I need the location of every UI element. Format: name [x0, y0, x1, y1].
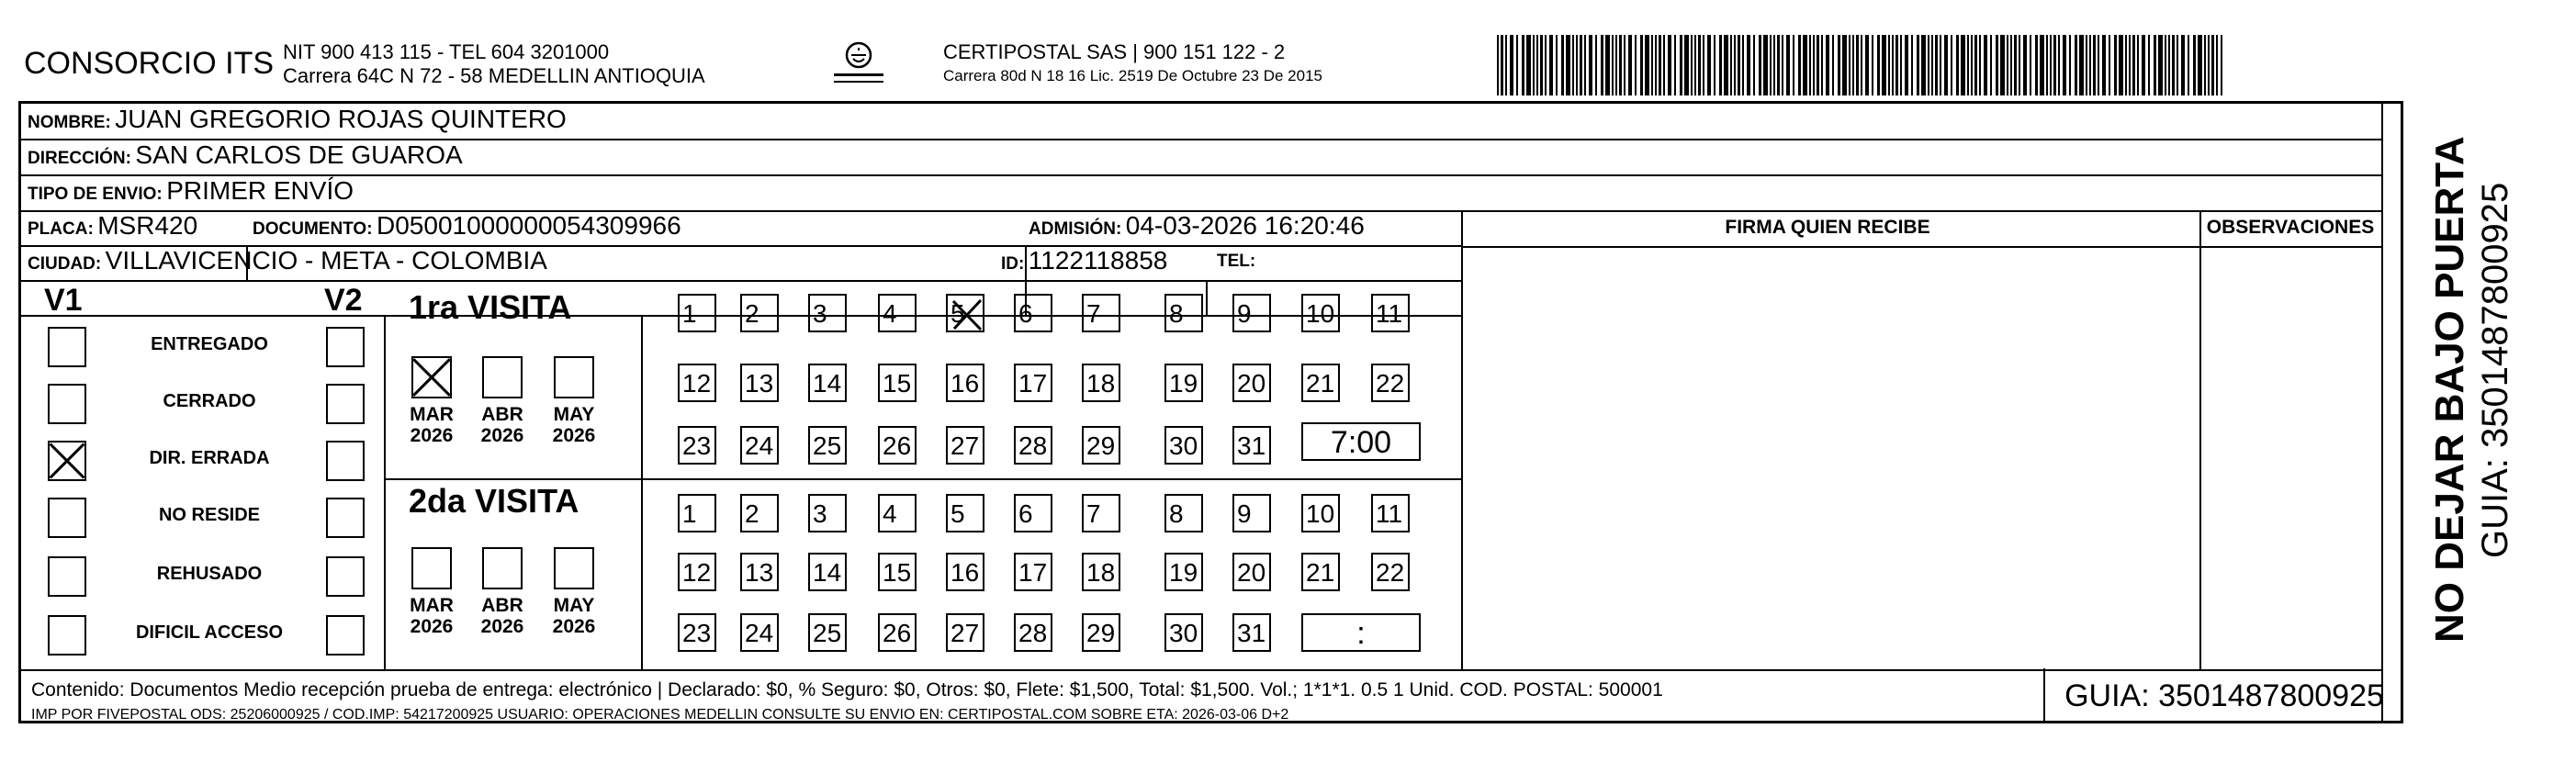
- v1-checkbox[interactable]: [48, 615, 86, 656]
- day-checkbox[interactable]: 3: [808, 494, 847, 532]
- nit-line: NIT 900 413 115 - TEL 604 3201000: [283, 40, 610, 63]
- month-label: ABR 2026: [480, 595, 524, 637]
- day-checkbox[interactable]: 8: [1164, 494, 1203, 532]
- day-checkbox[interactable]: 31: [1232, 613, 1271, 652]
- delivery-form: [18, 101, 2403, 723]
- documento-row: [253, 211, 681, 241]
- certipostal-line2: Carrera 80d N 18 16 Lic. 2519 De Octubre 23 De 2015: [943, 67, 1322, 84]
- v2-checkbox[interactable]: [326, 327, 365, 367]
- day-checkbox[interactable]: 3: [808, 294, 847, 332]
- day-checkbox[interactable]: 23: [678, 613, 716, 652]
- day-checkbox[interactable]: 2: [740, 494, 779, 532]
- v2-header: V2: [324, 283, 363, 318]
- nombre-value: JUAN GREGORIO ROJAS QUINTERO: [115, 105, 567, 133]
- day-checkbox[interactable]: 8: [1164, 294, 1203, 332]
- day-checkbox[interactable]: 15: [878, 553, 917, 591]
- day-checkbox[interactable]: 15: [878, 364, 917, 402]
- month-label: MAY 2026: [552, 595, 596, 637]
- status-label: DIR. ERRADA: [149, 448, 270, 468]
- day-checkbox[interactable]: 9: [1232, 294, 1271, 332]
- placa-value: MSR420: [97, 211, 198, 240]
- day-checkbox[interactable]: 2: [740, 294, 779, 332]
- day-checkbox[interactable]: 30: [1164, 426, 1203, 465]
- day-checkbox[interactable]: 19: [1164, 364, 1203, 402]
- month-label: MAR 2026: [410, 595, 454, 637]
- month-checkbox[interactable]: [554, 356, 594, 398]
- status-label: NO RESIDE: [158, 505, 261, 525]
- nombre-label: NOMBRE:: [28, 113, 111, 132]
- certipostal-info: [943, 40, 1322, 88]
- visit1-title: 1ra VISITA: [409, 288, 572, 326]
- status-label: DIFICIL ACCESO: [135, 622, 283, 643]
- v2-checkbox[interactable]: [326, 441, 365, 481]
- day-checkbox[interactable]: 24: [740, 426, 779, 465]
- day-checkbox[interactable]: 21: [1301, 553, 1340, 591]
- day-checkbox[interactable]: 9: [1232, 494, 1271, 532]
- footer-guia: GUIA: 3501487800925: [2043, 668, 2403, 723]
- day-checkbox[interactable]: 14: [808, 364, 847, 402]
- day-checkbox[interactable]: 20: [1232, 364, 1271, 402]
- visit2-time[interactable]: :: [1301, 613, 1421, 652]
- footer-print-info: IMP POR FIVEPOSTAL ODS: 25206000925 / COD.IMP: 54217200925 USUARIO: OPERACIONES MEDELLIN CONSULTE SU ENVIO EN: CERTIPOSTAL.COM SOBRE ETA: 2026-03-06 D+2: [31, 707, 1289, 723]
- day-checkbox[interactable]: 19: [1164, 553, 1203, 591]
- day-checkbox[interactable]: 17: [1014, 553, 1052, 591]
- footer-content: Contenido: Documentos Medio recepción prueba de entrega: electrónico | Declarado: $0, % Seguro: $0, Otros: $0, Flete: $1,500, Total: $1,500. Vol.; 1*1*1. 0.5 1 Unid. COD. POSTAL: 500001: [31, 679, 1663, 700]
- day-checkbox[interactable]: 13: [740, 364, 779, 402]
- direccion-label: DIRECCIÓN:: [28, 149, 131, 168]
- day-checkbox[interactable]: 1: [678, 494, 716, 532]
- day-checkbox[interactable]: 5: [946, 494, 984, 532]
- day-checkbox[interactable]: 26: [878, 613, 917, 652]
- day-checkbox[interactable]: 16: [946, 553, 984, 591]
- v2-checkbox[interactable]: [326, 556, 365, 597]
- id-value: 1122118858: [1028, 246, 1168, 275]
- day-checkbox[interactable]: 18: [1082, 553, 1120, 591]
- tel-row: [1217, 252, 1255, 272]
- side-warning: NO DEJAR BAJO PUERTA: [2427, 136, 2472, 643]
- day-checkbox[interactable]: 29: [1082, 613, 1120, 652]
- nombre-row: [28, 105, 567, 134]
- day-checkbox[interactable]: 7: [1082, 294, 1120, 332]
- admision-row: [1029, 211, 1365, 241]
- id-label: ID:: [1001, 254, 1025, 274]
- ciudad-label: CIUDAD:: [28, 254, 102, 274]
- company-info: [283, 40, 705, 88]
- v2-checkbox[interactable]: [326, 384, 365, 424]
- status-label: CERRADO: [163, 391, 256, 411]
- day-checkbox[interactable]: 22: [1371, 364, 1410, 402]
- day-checkbox[interactable]: 13: [740, 553, 779, 591]
- placa-row: [28, 211, 197, 241]
- barcode: [1497, 35, 2222, 95]
- visit1-time[interactable]: 7:00: [1301, 422, 1421, 461]
- certipostal-logo: [827, 37, 891, 92]
- day-checkbox[interactable]: 11: [1371, 494, 1410, 532]
- day-checkbox[interactable]: 12: [678, 364, 716, 402]
- day-checkbox[interactable]: 18: [1082, 364, 1120, 402]
- day-checkbox[interactable]: 4: [878, 494, 917, 532]
- day-checkbox[interactable]: 10: [1301, 294, 1340, 332]
- admision-value: 04-03-2026 16:20:46: [1125, 211, 1365, 240]
- company-name: CONSORCIO ITS: [24, 46, 275, 81]
- day-checkbox[interactable]: 24: [740, 613, 779, 652]
- month-checkbox[interactable]: [411, 356, 452, 398]
- v2-checkbox[interactable]: [326, 498, 365, 538]
- day-checkbox[interactable]: 5: [946, 294, 984, 332]
- v1-checkbox[interactable]: [48, 498, 86, 538]
- month-label: MAR 2026: [410, 404, 454, 446]
- day-checkbox[interactable]: 4: [878, 294, 917, 332]
- direccion-value: SAN CARLOS DE GUAROA: [135, 140, 463, 169]
- day-checkbox[interactable]: 30: [1164, 613, 1203, 652]
- visit2-title: 2da VISITA: [409, 482, 579, 520]
- day-checkbox[interactable]: 29: [1082, 426, 1120, 465]
- status-label: ENTREGADO: [151, 334, 268, 354]
- day-checkbox[interactable]: 17: [1014, 364, 1052, 402]
- day-checkbox[interactable]: 31: [1232, 426, 1271, 465]
- month-label: MAY 2026: [552, 404, 596, 446]
- day-checkbox[interactable]: 7: [1082, 494, 1120, 532]
- day-checkbox[interactable]: 26: [878, 426, 917, 465]
- handwritten-x-mark: [951, 298, 983, 331]
- day-checkbox[interactable]: 6: [1014, 294, 1052, 332]
- day-checkbox[interactable]: 12: [678, 553, 716, 591]
- direccion-row: [28, 140, 463, 170]
- day-checkbox[interactable]: 1: [678, 294, 716, 332]
- day-checkbox[interactable]: 28: [1014, 426, 1052, 465]
- v2-checkbox[interactable]: [326, 615, 365, 656]
- day-checkbox[interactable]: 25: [808, 613, 847, 652]
- v1-checkbox[interactable]: [48, 384, 86, 424]
- documento-label: DOCUMENTO:: [253, 219, 373, 239]
- tipo-label: TIPO DE ENVIO:: [28, 185, 163, 204]
- v1-checkbox[interactable]: [48, 556, 86, 597]
- month-checkbox[interactable]: [482, 547, 523, 589]
- admision-label: ADMISIÓN:: [1029, 219, 1122, 239]
- day-checkbox[interactable]: 11: [1371, 294, 1410, 332]
- ciudad-row: [28, 246, 547, 275]
- day-checkbox[interactable]: 10: [1301, 494, 1340, 532]
- month-label: ABR 2026: [480, 404, 524, 446]
- day-checkbox[interactable]: 22: [1371, 553, 1410, 591]
- firma-header: FIRMA QUIEN RECIBE: [1725, 217, 1930, 238]
- tipo-value: PRIMER ENVÍO: [166, 176, 354, 205]
- day-checkbox[interactable]: 25: [808, 426, 847, 465]
- day-checkbox[interactable]: 6: [1014, 494, 1052, 532]
- v1-header: V1: [44, 283, 83, 318]
- v1-checkbox[interactable]: [48, 327, 86, 367]
- tipo-row: [28, 176, 354, 206]
- placa-label: PLACA:: [28, 219, 94, 239]
- certipostal-line1: CERTIPOSTAL SAS | 900 151 122 - 2: [943, 40, 1286, 63]
- ciudad-value: VILLAVICENCIO - META - COLOMBIA: [105, 246, 547, 275]
- day-checkbox[interactable]: 28: [1014, 613, 1052, 652]
- observaciones-header: OBSERVACIONES: [2206, 217, 2375, 238]
- month-checkbox[interactable]: [554, 547, 594, 589]
- address-line: Carrera 64C N 72 - 58 MEDELLIN ANTIOQUIA: [283, 64, 705, 87]
- status-label: REHUSADO: [156, 564, 263, 584]
- day-checkbox[interactable]: 27: [946, 613, 984, 652]
- day-checkbox[interactable]: 14: [808, 553, 847, 591]
- side-guia: GUIA: 3501487800925: [2475, 182, 2515, 558]
- tel-label: TEL:: [1217, 252, 1256, 271]
- day-checkbox[interactable]: 23: [678, 426, 716, 465]
- side-text: [2388, 0, 2562, 762]
- day-checkbox[interactable]: 16: [946, 364, 984, 402]
- day-checkbox[interactable]: 27: [946, 426, 984, 465]
- v1-checkbox[interactable]: [48, 441, 86, 481]
- id-row: [1001, 246, 1167, 275]
- day-checkbox[interactable]: 20: [1232, 553, 1271, 591]
- month-checkbox[interactable]: [482, 356, 523, 398]
- month-checkbox[interactable]: [411, 547, 452, 589]
- documento-value: D05001000000054309966: [377, 211, 681, 240]
- day-checkbox[interactable]: 21: [1301, 364, 1340, 402]
